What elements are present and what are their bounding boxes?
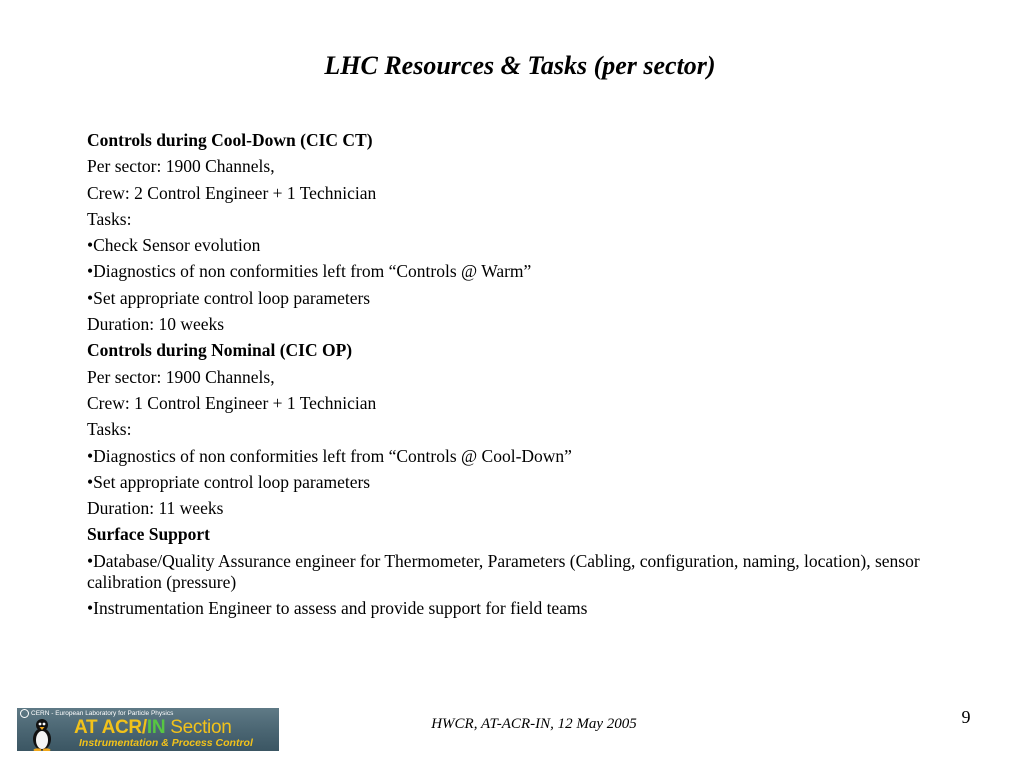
body-line: Tasks: bbox=[87, 419, 132, 440]
body-line: Per sector: 1900 Channels, bbox=[87, 366, 275, 387]
logo-title-in: IN bbox=[146, 717, 166, 738]
footer-text: HWCR, AT-ACR-IN, 12 May 2005 bbox=[431, 716, 637, 732]
body-line: Tasks: bbox=[87, 208, 132, 229]
logo-subtitle: Instrumentation & Process Control bbox=[79, 737, 253, 749]
section-heading: Controls during Cool-Down (CIC CT) bbox=[87, 130, 373, 150]
bullet-item: •Check Sensor evolution bbox=[87, 235, 261, 256]
bullet-item: •Diagnostics of non conformities left from “Controls @ Warm” bbox=[87, 261, 532, 282]
body-line: Duration: 11 weeks bbox=[87, 498, 224, 519]
slide-body bbox=[87, 130, 937, 624]
section-heading: Controls during Nominal (CIC OP) bbox=[87, 340, 353, 361]
bullet-item: •Instrumentation Engineer to assess and provide support for field teams bbox=[87, 598, 588, 619]
bullet-item: •Diagnostics of non conformities left from “Controls @ Cool-Down” bbox=[87, 445, 572, 466]
bullet-item: •Set appropriate control loop parameters bbox=[87, 287, 371, 308]
logo-title-acr: AT ACR/ bbox=[74, 717, 147, 738]
bullet-item: •Set appropriate control loop parameters bbox=[87, 471, 371, 492]
body-line: Duration: 10 weeks bbox=[87, 314, 225, 335]
page-number: 9 bbox=[961, 707, 971, 727]
body-line: Crew: 2 Control Engineer + 1 Technician bbox=[87, 182, 377, 203]
body-line: Crew: 1 Control Engineer + 1 Technician bbox=[87, 392, 377, 413]
body-line: Per sector: 1900 Channels, bbox=[87, 156, 275, 177]
section-heading: Surface Support bbox=[87, 524, 210, 545]
logo-title-section: Section bbox=[165, 717, 232, 738]
bullet-item: •Database/Quality Assurance engineer for Thermometer, Parameters (Cabling, configuration, naming, location), sensor calibration (pressure) bbox=[87, 550, 920, 592]
logo-header-label: CERN - European Laboratory for Particle Physics bbox=[31, 710, 174, 718]
slide-title: LHC Resources & Tasks (per sector) bbox=[324, 51, 716, 80]
